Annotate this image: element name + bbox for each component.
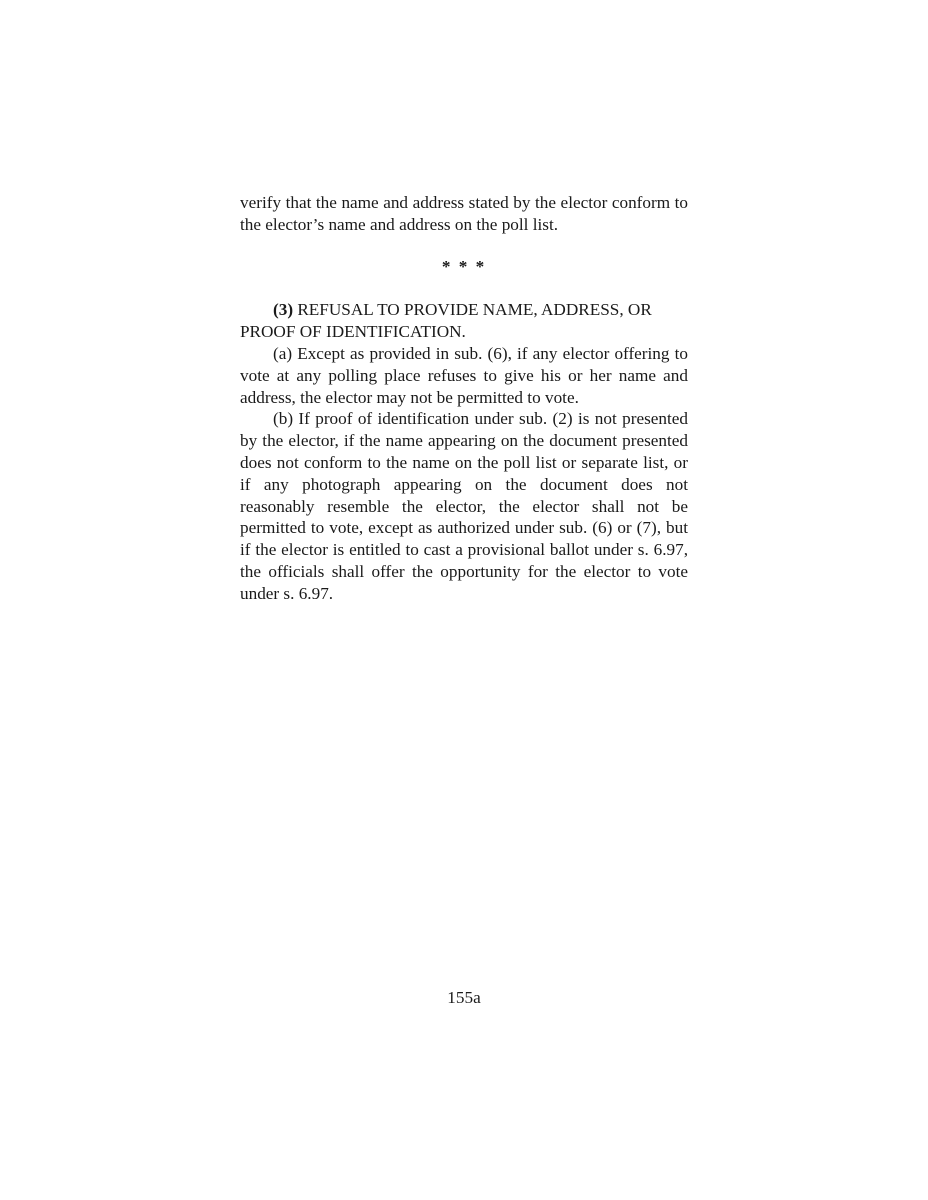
paragraph-b: (b) If proof of identification under sub. (2) is not presented by the elector, if the name appearing on the document presented does not conform to the name on the poll list or separate list, or if any photograph appearing on the document does not reasonably resemble the elector, the elector shall not be permitted to vote, except as authorized under sub. (6) or (7), but if the elector is entitled to cast a provisional ballot under s. 6.97, the officials shall offer the opportunity for the elector to vote under s. 6.97. <box>240 409 688 603</box>
section-title: REFUSAL TO PROVIDE NAME, ADDRESS, OR PROOF OF IDENTIFICATION. <box>240 300 652 342</box>
section-heading <box>240 299 688 343</box>
document-page <box>240 192 688 605</box>
section-number: (3) <box>273 300 294 320</box>
section-separator: * * * <box>441 256 487 276</box>
page-number: 155a <box>447 988 481 1007</box>
continuation-paragraph: verify that the name and address stated by the elector conform to the elector’s name and address on the poll list. <box>240 193 688 234</box>
paragraph-a: (a) Except as provided in sub. (6), if any elector offering to vote at any polling place refuses to give his or her name and address, the elector may not be permitted to vote. <box>240 343 688 407</box>
